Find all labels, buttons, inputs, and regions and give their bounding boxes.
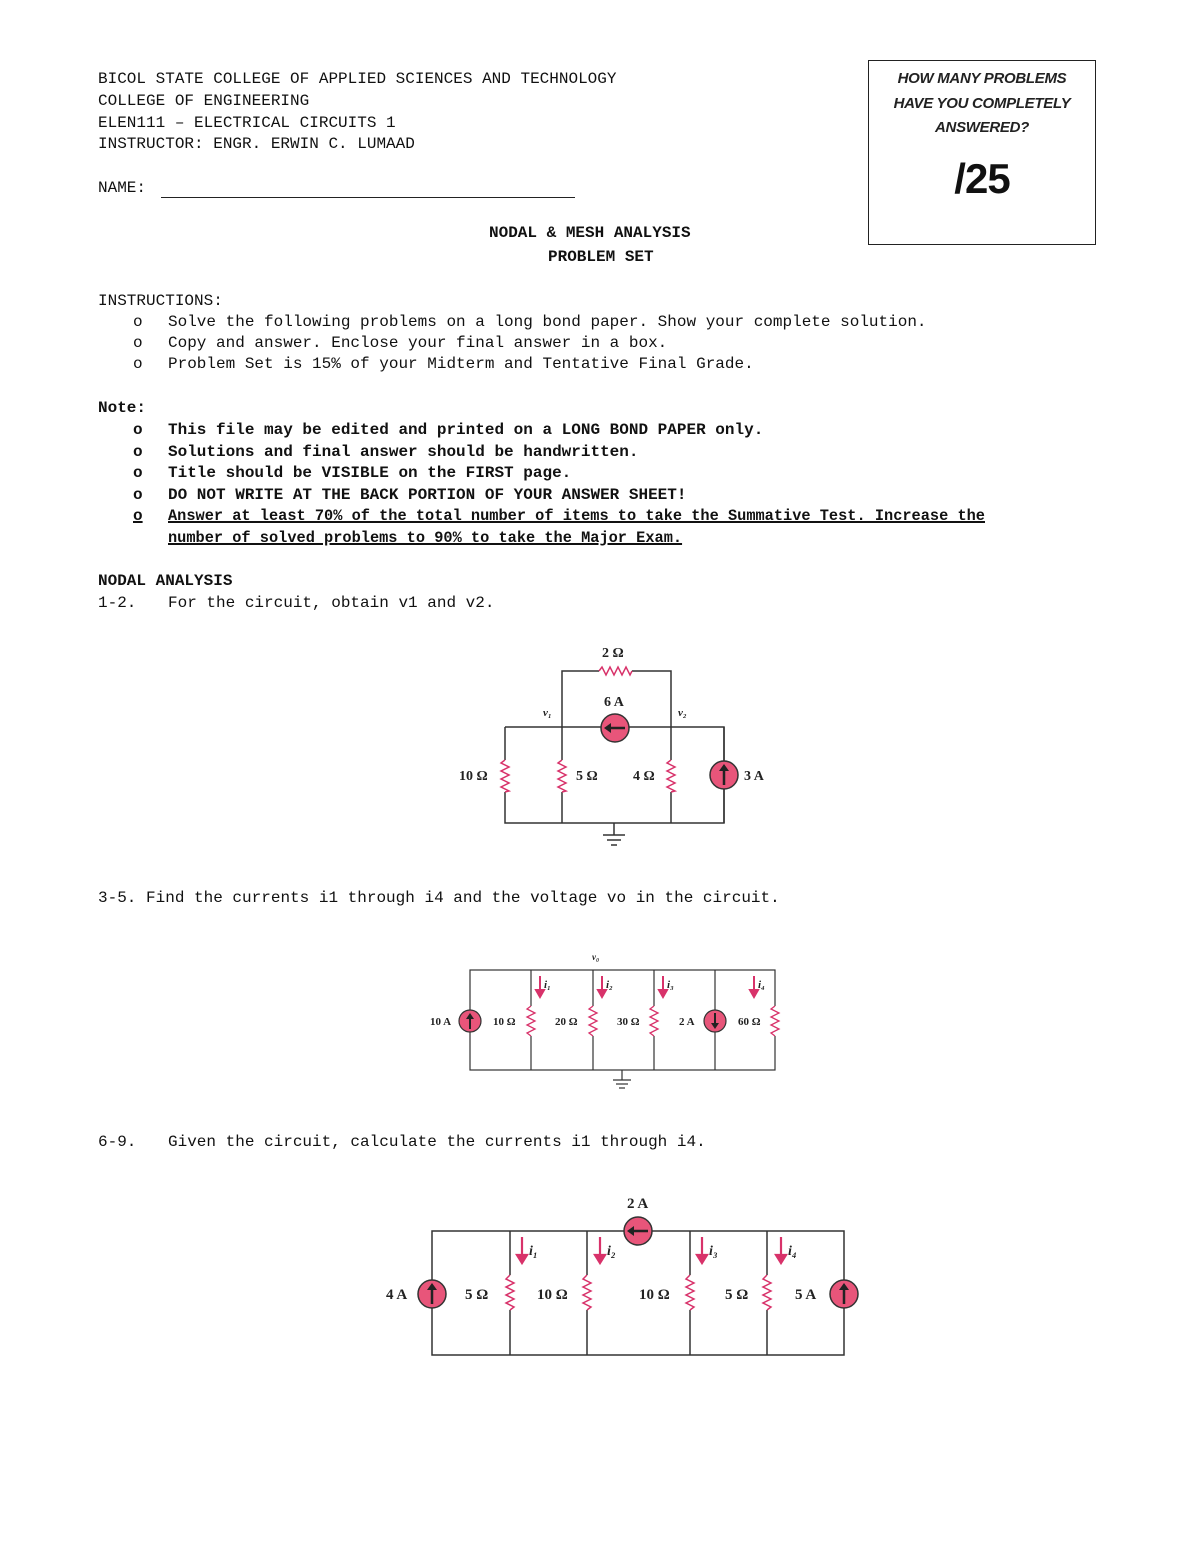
score-total: /25: [954, 154, 1010, 202]
label-i2: i₂: [607, 1244, 616, 1259]
label-10-ohm: 10 Ω: [537, 1287, 568, 1303]
bullet: o: [133, 313, 143, 331]
problem-number: 3-5.: [98, 889, 137, 907]
label-6-a: 6 A: [604, 695, 624, 710]
current-source-2a: [624, 1217, 652, 1245]
problem-text: Find the currents i1 through i4 and the voltage vo in the circuit.: [146, 889, 780, 907]
note-underlined-line2: number of solved problems to 90% to take the Major Exam.: [168, 529, 683, 547]
current-source-4a: [418, 1280, 446, 1308]
circuit-2-diagram: [420, 950, 800, 1100]
name-field-line[interactable]: [161, 197, 575, 198]
label-20-ohm: 20 Ω: [555, 1016, 578, 1028]
label-5-ohm: 5 Ω: [725, 1287, 749, 1303]
label-i4: i₄: [758, 979, 765, 991]
label-i3: i₃: [667, 979, 674, 991]
doc-subtitle: PROBLEM SET: [548, 248, 654, 266]
bullet: o: [133, 507, 143, 525]
instruction-item: Copy and answer. Enclose your final answer in a box.: [168, 334, 668, 352]
note-item: Solutions and final answer should be handwritten.: [168, 443, 639, 461]
current-source-6a: [601, 714, 629, 742]
instructor-name: INSTRUCTOR: ENGR. ERWIN C. LUMAAD: [98, 135, 415, 153]
label-5-a: 5 A: [795, 1287, 817, 1303]
label-60-ohm: 60 Ω: [738, 1016, 761, 1028]
label-i2: i₂: [606, 979, 613, 991]
label-2-a: 2 A: [679, 1016, 695, 1028]
instructions-heading: INSTRUCTIONS:: [98, 292, 223, 310]
problem-text: For the circuit, obtain v1 and v2.: [168, 594, 495, 612]
current-source-2a: [704, 1010, 726, 1032]
doc-title: NODAL & MESH ANALYSIS: [489, 224, 691, 242]
label-i4: i₄: [788, 1244, 797, 1259]
label-v1: v₁: [543, 707, 552, 719]
instruction-item: Problem Set is 15% of your Midterm and Tentative Final Grade.: [168, 355, 754, 373]
note-item: This file may be edited and printed on a LONG BOND PAPER only.: [168, 421, 764, 439]
label-5-ohm: 5 Ω: [465, 1287, 489, 1303]
label-10-a: 10 A: [430, 1016, 452, 1028]
score-question-line1: HOW MANY PROBLEMS: [897, 70, 1067, 87]
problem-statement: [98, 889, 780, 907]
label-2-ohm: 2 Ω: [602, 646, 624, 661]
bullet: o: [133, 421, 143, 439]
note-underlined-line1: Answer at least 70% of the total number of items to take the Summative Test. Increase the: [168, 507, 985, 525]
label-i1: i₁: [529, 1244, 538, 1259]
label-i3: i₃: [709, 1244, 718, 1259]
bullet: o: [133, 486, 143, 504]
label-10-ohm: 10 Ω: [493, 1016, 516, 1028]
score-question-line3: ANSWERED?: [935, 119, 1029, 136]
problem-number: 6-9.: [98, 1133, 137, 1151]
bullet: o: [133, 334, 143, 352]
label-3-a: 3 A: [744, 769, 764, 784]
label-30-ohm: 30 Ω: [617, 1016, 640, 1028]
name-label: NAME:: [98, 179, 147, 197]
bullet: o: [133, 443, 143, 461]
current-source-5a: [830, 1280, 858, 1308]
label-10-ohm: 10 Ω: [639, 1287, 670, 1303]
label-i1: i₁: [544, 979, 551, 991]
bullet: o: [133, 355, 143, 373]
school-name: BICOL STATE COLLEGE OF APPLIED SCIENCES AND TECHNOLOGY: [98, 70, 617, 88]
label-10-ohm: 10 Ω: [459, 769, 488, 784]
problem-number: 1-2.: [98, 594, 137, 612]
instruction-item: Solve the following problems on a long bond paper. Show your complete solution.: [168, 313, 927, 331]
label-vo: v₀: [592, 952, 600, 962]
section-heading: NODAL ANALYSIS: [98, 572, 233, 590]
bullet: o: [133, 464, 143, 482]
label-v2: v₂: [678, 707, 687, 719]
circuit-3-diagram: [380, 1185, 880, 1365]
label-5-ohm: 5 Ω: [576, 769, 598, 784]
label-4-a: 4 A: [386, 1287, 408, 1303]
circuit-1-diagram: [450, 640, 780, 855]
note-item: Title should be VISIBLE on the FIRST page.: [168, 464, 572, 482]
label-4-ohm: 4 Ω: [633, 769, 655, 784]
current-source-3a: [710, 727, 738, 823]
note-item: DO NOT WRITE AT THE BACK PORTION OF YOUR ANSWER SHEET!: [168, 486, 687, 504]
course-title: ELEN111 – ELECTRICAL CIRCUITS 1: [98, 114, 396, 132]
note-heading: Note:: [98, 399, 147, 417]
college-name: COLLEGE OF ENGINEERING: [98, 92, 310, 110]
label-2-a: 2 A: [627, 1196, 649, 1212]
current-source-10a: [459, 1010, 481, 1032]
score-question-line2: HAVE YOU COMPLETELY: [893, 94, 1071, 112]
score-box: [868, 60, 1096, 245]
problem-text: Given the circuit, calculate the currents i1 through i4.: [168, 1133, 706, 1151]
